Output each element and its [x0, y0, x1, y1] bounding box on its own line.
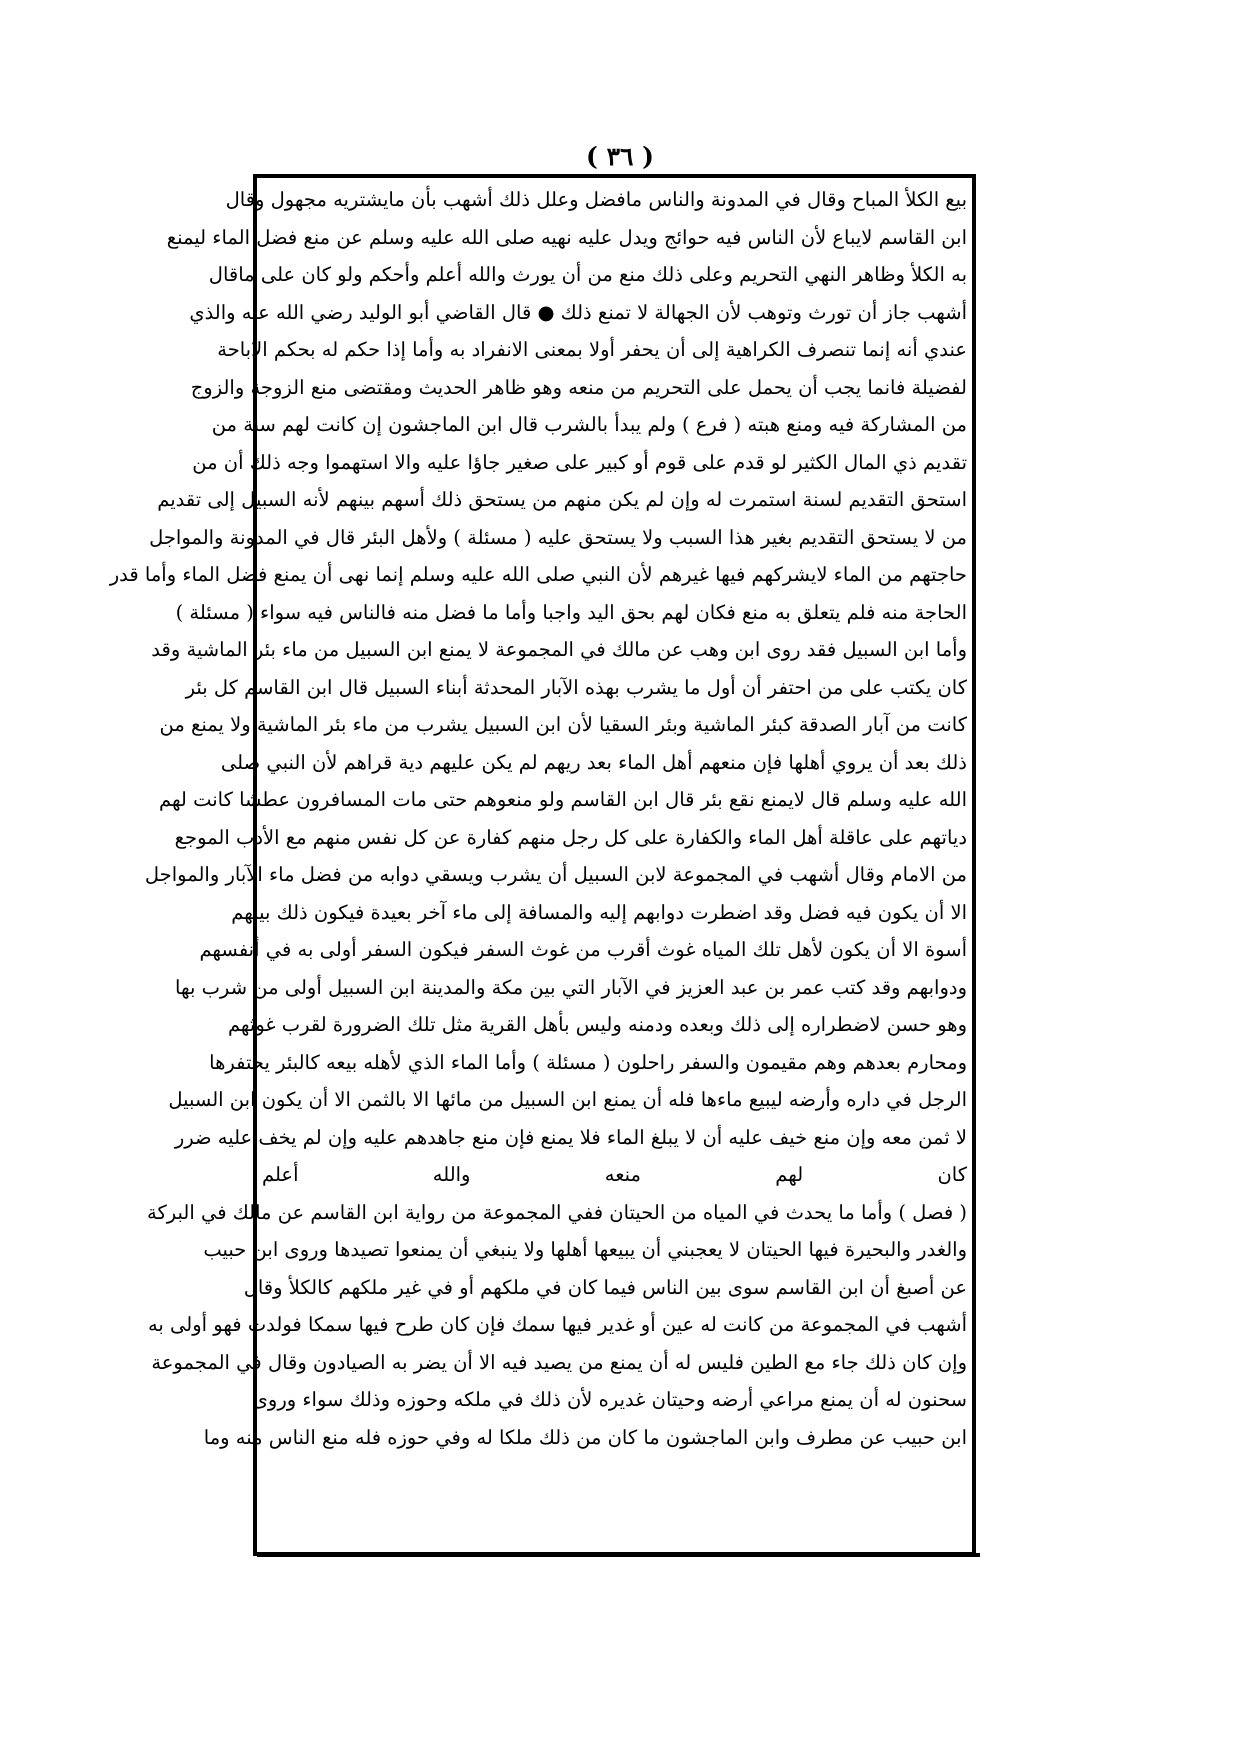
text-line: ودوابهم وقد كتب عمر بن عبد العزيز في الآبار التي بين مكة والمدينة ابن السبيل أولى من شرب بها — [175, 975, 967, 999]
page-number: ( ٣٦ ) — [586, 142, 654, 171]
text-line: به الكلأ وظاهر النهي التحريم وعلى ذلك منع من أن يورث والله أعلم وأحكم ولو كان على ماقال — [208, 263, 967, 286]
text-line: من الامام وقال أشهب في المجموعة لابن السبيل أن يشرب ويسقي دوابه من فضل ماء الآبار والمواجل — [144, 863, 967, 886]
text-line: أشهب في المجموعة من كانت له عين أو غدير فيها سمك فإن كان طرح فيها سمكا فولدت فهو أولى به — [147, 1313, 967, 1336]
text-line: عن أصبغ أن ابن القاسم سوى بين الناس فيما كان في ملكهم أو في غير ملكهم كالكلأ وقال — [243, 1275, 967, 1299]
text-line: ذلك بعد أن يروي أهلها فإن منعهم أهل الماء بعد ريهم لم يكن عليهم دية قراهم لأن النبي صلى — [220, 750, 967, 774]
page-border-shadow — [257, 1553, 980, 1557]
text-line: سحنون له أن يمنع مراعي أرضه وحيتان غديره لأن ذلك في ملكه وحوزه وذلك سواء وروى — [252, 1388, 967, 1411]
text-line: حاجتهم من الماء لايشركهم فيها غيرهم لأن النبي صلى الله عليه وسلم إنما نهى أن يمنع فضل الماء وأما قدر — [109, 563, 967, 586]
text-line: وهو حسن لاضطراره إلى ذلك وبعده ودمنه وليس بأهل القرية مثل تلك الضرورة لقرب غوثهم — [227, 1013, 967, 1036]
text-line: ابن حبيب عن مطرف وابن الماجشون ما كان من ذلك ملكا له وفي حوزه فله منع الناس منه وما — [203, 1425, 967, 1449]
text-line: دياتهم على عاقلة أهل الماء والكفارة على كل رجل منهم كفارة عن كل نفس منهم مع الأدب الموجع — [174, 825, 967, 849]
text-line: ومحارم بعدهم وهم مقيمون والسفر راحلون ( مسئلة ) وأما الماء الذي لأهله بيعه كالبئر يحتفرها — [209, 1050, 967, 1074]
text-line: استحق التقديم لسنة استمرت له وإن لم يكن منهم من يستحق ذلك أسهم بينهم لأنه السبيل إلى تقديم — [157, 488, 967, 511]
text-line: تقديم ذي المال الكثير لو قدم على قوم أو كبير على صغير جاؤا عليه والا استهموا وجه ذلك أن من — [192, 450, 967, 474]
text-line: الا أن يكون فيه فضل وقد اضطرت دوابهم إليه والمسافة إلى ماء آخر بعيدة فيكون ذلك بينهم — [231, 900, 967, 924]
text-line: الله عليه وسلم قال لايمنع نقع بئر قال ابن القاسم ولو منعوهم حتى مات المسافرون عطشا كانت لهم — [158, 788, 967, 811]
text-line: كان يكتب على من احتفر أن أول ما يشرب بهذه الآبار المحدثة أبناء السبيل قال ابن القاسم كل بئر — [185, 675, 967, 699]
text-line: وأما ابن السبيل فقد روى ابن وهب عن مالك في المجموعة لا يمنع ابن السبيل من ماء بئر الماشية وقد — [151, 638, 967, 661]
text-line: أشهب جاز أن تورث وتوهب لأن الجهالة لا تمنع ذلك ● قال القاضي أبو الوليد رضي الله عنه والذي — [189, 300, 967, 324]
text-line: الحاجة منه فلم يتعلق به منع فكان لهم بحق اليد واجبا وأما ما فضل منه فالناس فيه سواء ( مسئلة ) — [175, 600, 967, 624]
text-line: ( فصل ) وأما ما يحدث في المياه من الحيتان ففي المجموعة من رواية ابن القاسم عن مالك في البركة — [147, 1200, 967, 1224]
text-line: الرجل في داره وأرضه ليبيع ماءها فله أن يمنع ابن السبيل من مائها الا بالثمن الا أن يكون ابن السبيل — [168, 1088, 967, 1111]
text-line: بيع الكلأ المباح وقال في المدونة والناس مافضل وعلل ذلك أشهب بأن مايشتريه مجهول وقال — [225, 188, 967, 211]
text-line: والغدر والبحيرة فيها الحيتان لا يعجبني أن يبيعها أهلها ولا ينبغي أن يمنعوا تصيدها وروى ابن حبيب — [203, 1238, 967, 1261]
text-line: ابن القاسم لايباع لأن الناس فيه حوائج ويدل عليه نهيه صلى الله عليه وسلم عن منع فضل الماء ليمنع — [166, 225, 967, 249]
text-line: من لا يستحق التقديم بغير هذا السبب ولا يستحق عليه ( مسئلة ) ولأهل البئر قال في المدونة والمواجل — [149, 525, 967, 549]
text-line: أسوة الا أن يكون لأهل تلك المياه غوث أقرب من غوث السفر فيكون السفر أولى به في أنفسهم — [199, 938, 967, 961]
text-line: وإن كان ذلك جاء مع الطين فليس له أن يمنع من يصيد فيه الا أن يضر به الصيادون وقال في المجموعة — [151, 1350, 967, 1374]
text-line: كانت من آبار الصدقة كبئر الماشية وبئر السقيا لأن ابن السبيل يشرب من ماء بئر الماشية ولا يمنع من — [159, 713, 967, 736]
text-line: عندي أنه إنما تنصرف الكراهية إلى أن يحفر أولا بمعنى الانفراد به وأما إذا حكم له بحكم الاباحة — [217, 338, 967, 361]
text-line: كان لهم منعه والله أعلم — [262, 1163, 967, 1186]
text-line: لا ثمن معه وإن منع خيف عليه أن لا يبلغ الماء فلا يمنع فإن منع جاهدهم عليه وإن لم يخف عليه ضرر — [174, 1125, 967, 1149]
text-line: لفضيلة فانما يجب أن يحمل على التحريم من منعه وهو ظاهر الحديث ومقتضى منع الزوجة والزوج — [190, 375, 967, 399]
text-line: من المشاركة فيه ومنع هبته ( فرع ) ولم يبدأ بالشرب قال ابن الماجشون إن كانت لهم سنة من — [211, 413, 967, 436]
main-text — [109, 181, 967, 1549]
